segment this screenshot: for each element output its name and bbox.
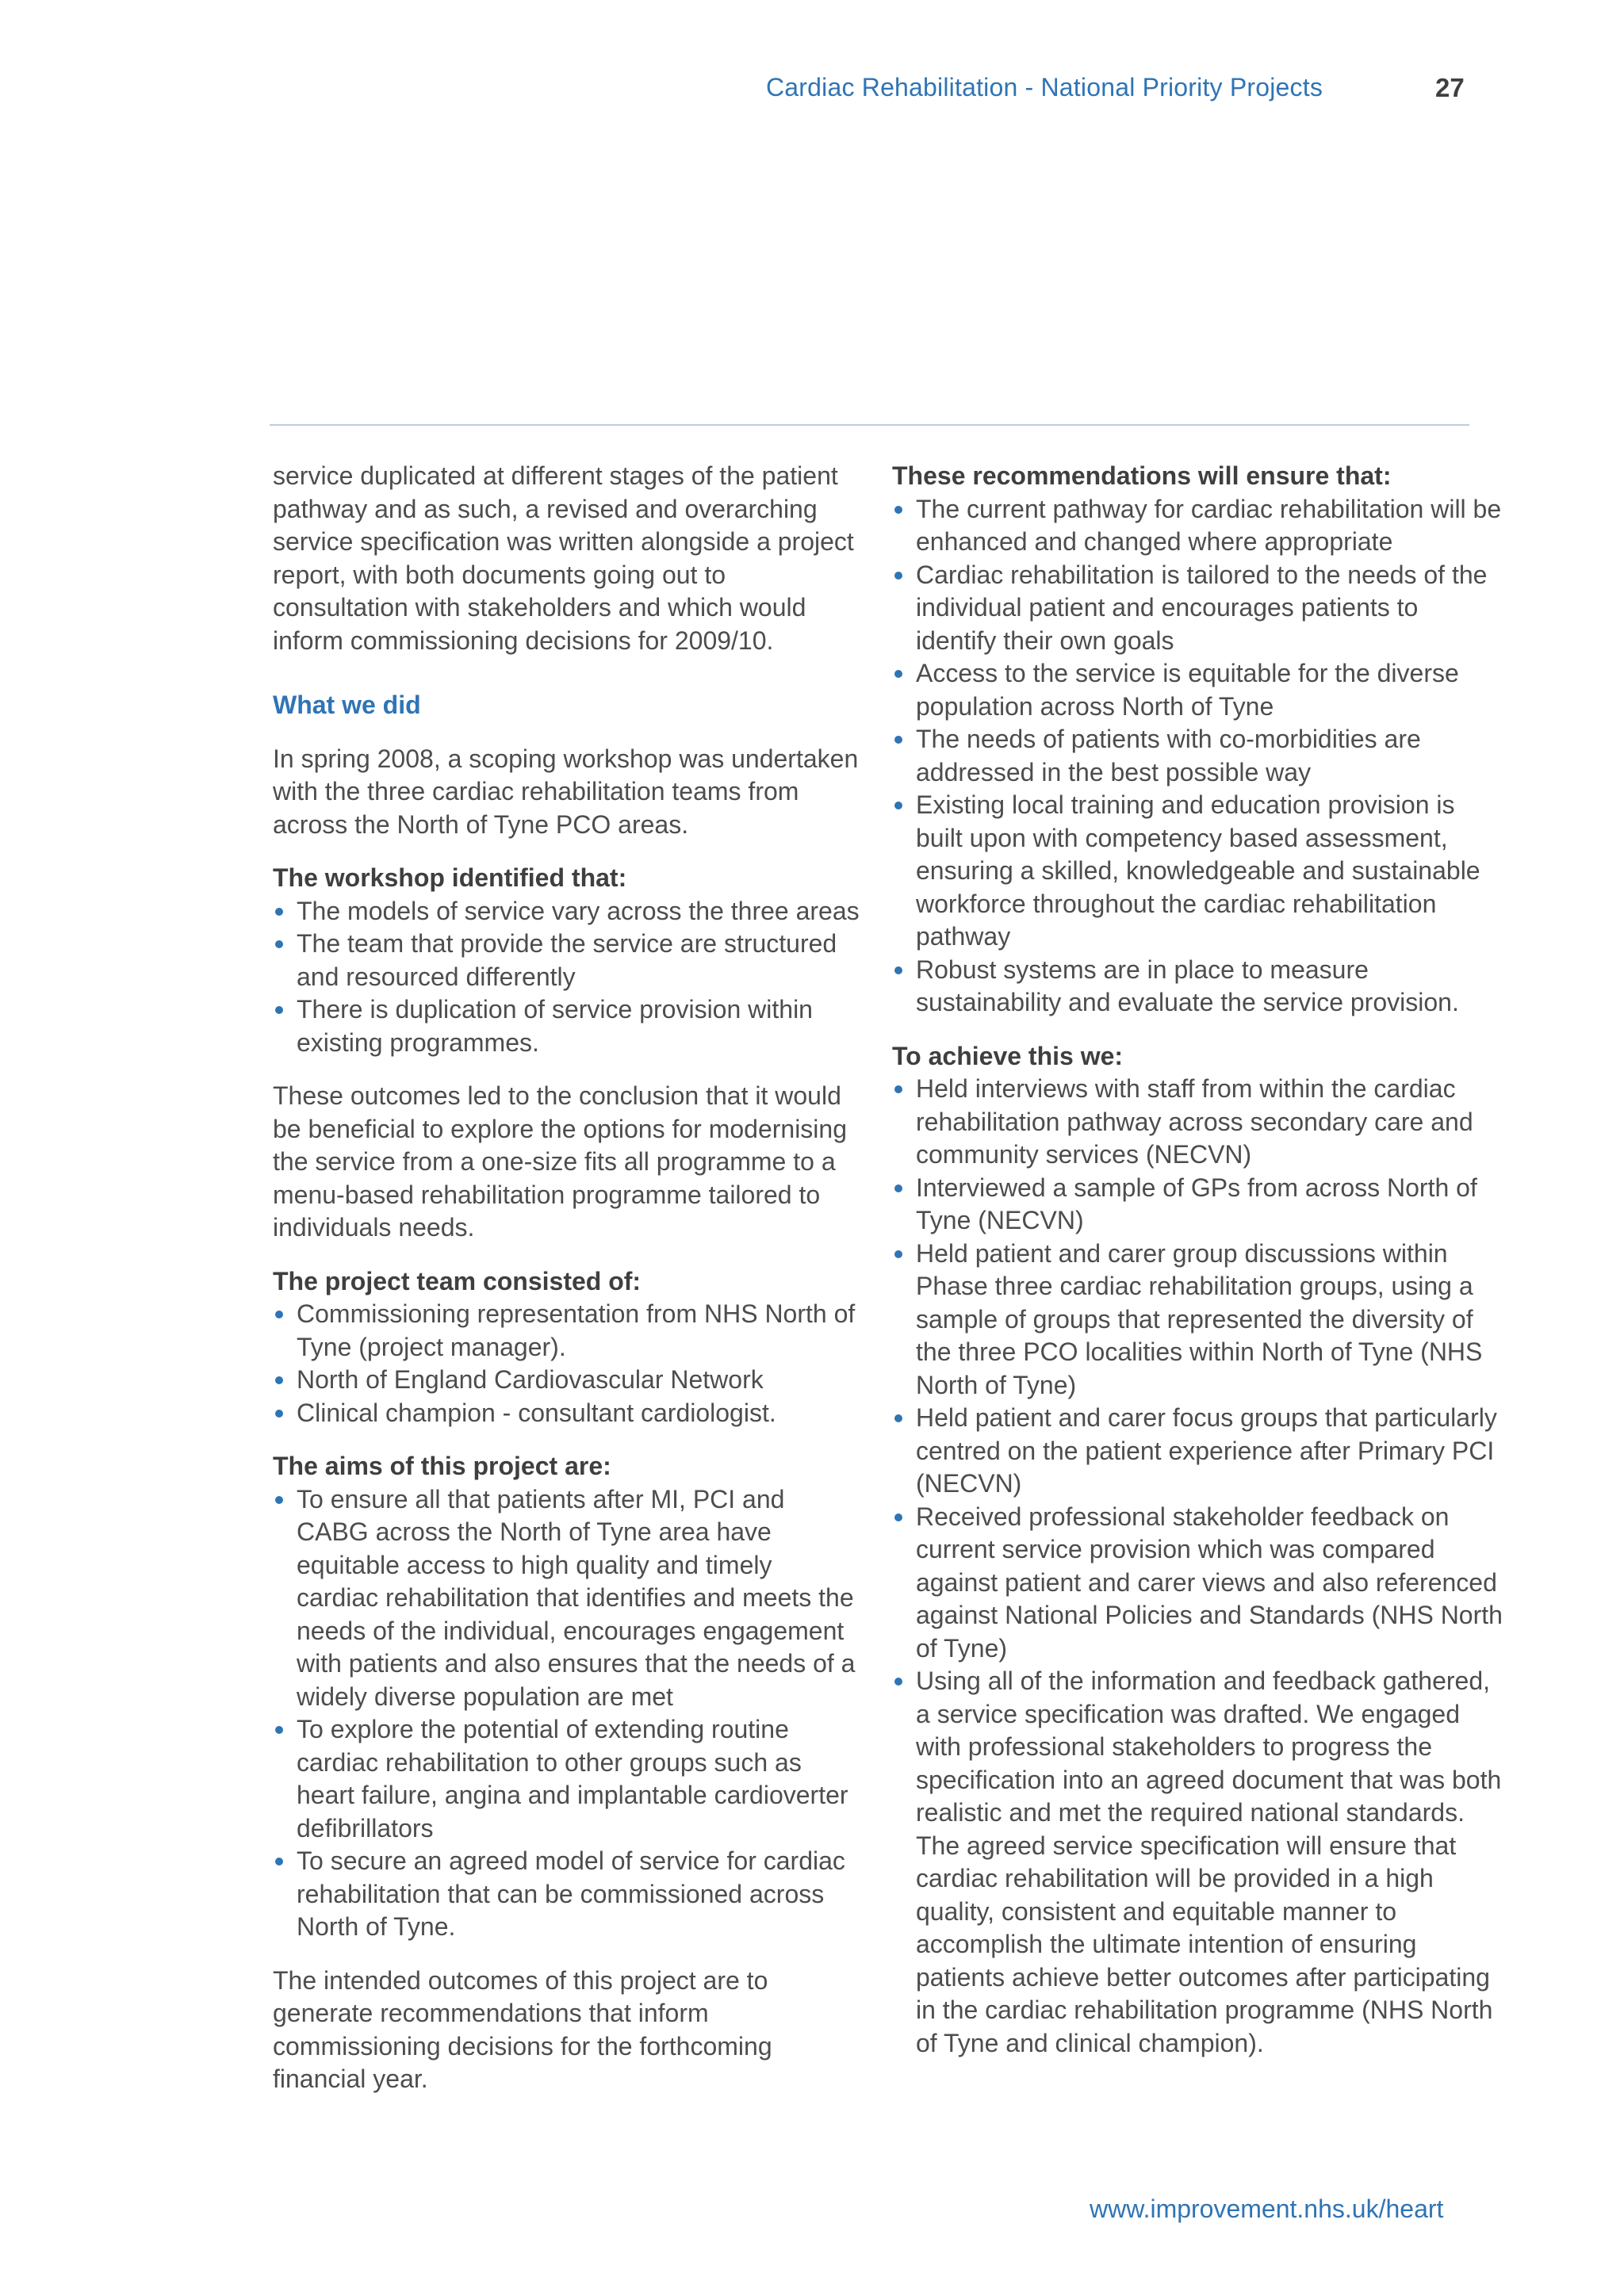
list-item: To explore the potential of extending routine cardiac rehabilitation to other groups such as heart failure, angina and implantable cardioverter defibrillators <box>273 1713 860 1845</box>
left-column <box>273 460 860 2096</box>
list-item: Commissioning representation from NHS North of Tyne (project manager). <box>273 1298 860 1364</box>
list-item: North of England Cardiovascular Network <box>273 1364 860 1397</box>
aims-heading: The aims of this project are: <box>273 1452 611 1480</box>
intended-outcomes-paragraph: The intended outcomes of this project are to generate recommendations that inform commissioning decisions for the forthcoming financial year. <box>273 1965 772 2093</box>
workshop-heading: The workshop identified that: <box>273 863 627 892</box>
list-item: To ensure all that patients after MI, PCI and CABG across the North of Tyne area have equitable access to high quality and timely cardiac rehabilitation that identifies and meets the needs of the individual, encourages engagement with patients and also ensures that the needs of a widely diverse population are met <box>273 1483 860 1714</box>
outcomes-paragraph: These outcomes led to the conclusion that it would be beneficial to explore the options for modernising the service from a one-size fits all programme to a menu-based rehabilitation programme tailored to individuals needs. <box>273 1081 847 1242</box>
what-we-did-paragraph: In spring 2008, a scoping workshop was undertaken with the three cardiac rehabilitation teams from across the North of Tyne PCO areas. <box>273 744 859 839</box>
list-item: Existing local training and education provision is built upon with competency based assessment, ensuring a skilled, knowledgeable and sustainable workforce throughout the cardiac rehabilitation pathway <box>892 789 1503 954</box>
aims-list <box>273 1483 860 1944</box>
workshop-list <box>273 895 860 1060</box>
list-item: Cardiac rehabilitation is tailored to the needs of the individual patient and encourages patients to identify their own goals <box>892 559 1503 658</box>
list-item: Using all of the information and feedback gathered, a service specification was drafted. We engaged with professional stakeholders to progress the specification into an agreed document that was both realistic and met the required national standards. The agreed service specification will ensure that cardiac rehabilitation will be provided in a high quality, consistent and equitable manner to accomplish the ultimate intention of ensuring patients achieve better outcomes after participating in the cardiac rehabilitation programme (NHS North of Tyne and clinical champion). <box>892 1665 1503 2060</box>
recommendations-heading: These recommendations will ensure that: <box>892 461 1392 490</box>
list-item: Robust systems are in place to measure sustainability and evaluate the service provision. <box>892 954 1503 1020</box>
list-item: Held patient and carer group discussions within Phase three cardiac rehabilitation groups, using a sample of groups that represented the diversity of the three PCO localities within North of Tyne (NHS North of Tyne) <box>892 1238 1503 1402</box>
list-item: Held patient and carer focus groups that particularly centred on the patient experience after Primary PCI (NECVN) <box>892 1402 1503 1501</box>
list-item: Clinical champion - consultant cardiologist. <box>273 1397 860 1430</box>
list-item: Interviewed a sample of GPs from across North of Tyne (NECVN) <box>892 1172 1503 1238</box>
recommendations-list <box>892 493 1503 1020</box>
list-item: Received professional stakeholder feedback on current service provision which was compared against patient and carer views and also referenced against National Policies and Standards (NHS North of Tyne) <box>892 1501 1503 1666</box>
project-team-list <box>273 1298 860 1429</box>
list-item: The models of service vary across the three areas <box>273 895 860 928</box>
list-item: To secure an agreed model of service for cardiac rehabilitation that can be commissioned across North of Tyne. <box>273 1845 860 1944</box>
list-item: There is duplication of service provision within existing programmes. <box>273 993 860 1059</box>
list-item: Access to the service is equitable for the diverse population across North of Tyne <box>892 657 1503 723</box>
list-item: The team that provide the service are structured and resourced differently <box>273 928 860 993</box>
list-item: The needs of patients with co-morbidities are addressed in the best possible way <box>892 723 1503 789</box>
right-column <box>892 460 1503 2060</box>
footer-website-link[interactable]: www.improvement.nhs.uk/heart <box>1090 2195 1444 2223</box>
achieve-list <box>892 1073 1503 2060</box>
what-we-did-heading: What we did <box>273 691 421 719</box>
achieve-heading: To achieve this we: <box>892 1041 1124 1070</box>
running-header-title: Cardiac Rehabilitation - National Priority Projects <box>766 73 1323 101</box>
project-team-heading: The project team consisted of: <box>273 1266 642 1295</box>
horizontal-rule <box>270 424 1469 426</box>
page-number: 27 <box>1435 73 1465 102</box>
intro-paragraph: service duplicated at different stages of the patient pathway and as such, a revised and overarching service specification was written alongside a project report, with both documents going out to consultation with stakeholders and which would inform commissioning decisions for 2009/10. <box>273 461 854 655</box>
list-item: Held interviews with staff from within the cardiac rehabilitation pathway across secondary care and community services (NECVN) <box>892 1073 1503 1172</box>
list-item: The current pathway for cardiac rehabilitation will be enhanced and changed where appropriate <box>892 493 1503 559</box>
